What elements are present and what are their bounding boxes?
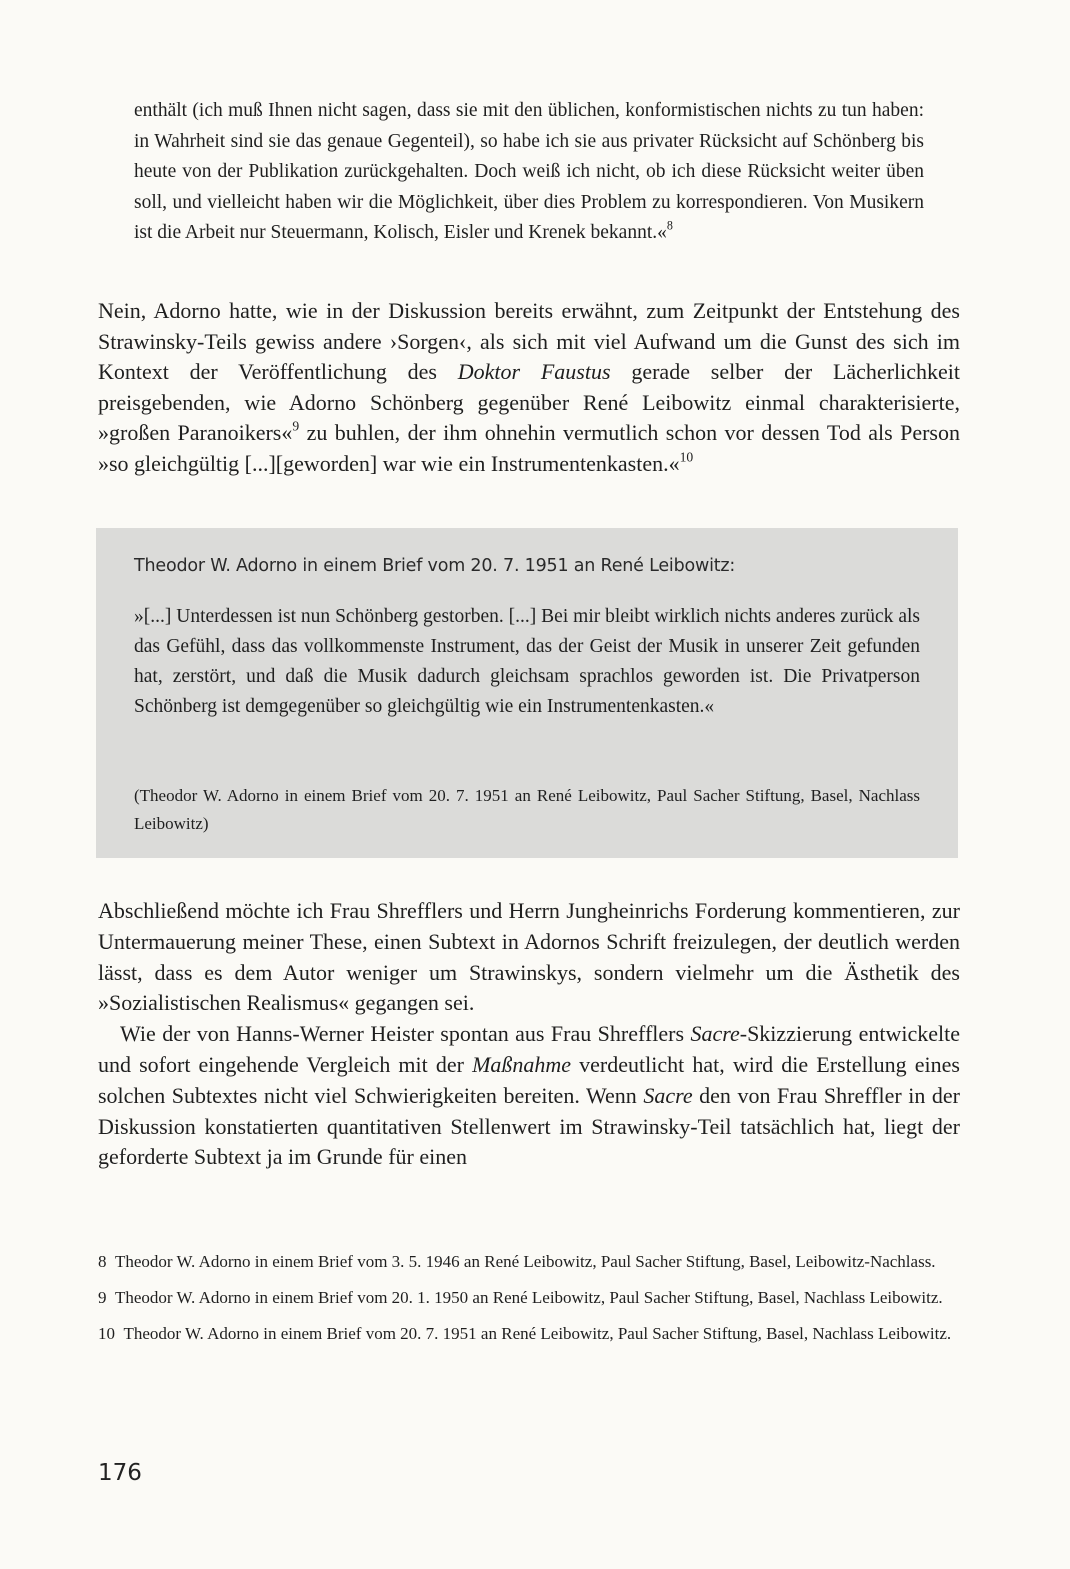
- paragraph-text: Nein, Adorno hatte, wie in der Diskussion bereits erwähnt, zum Zeitpunkt der Entstehung des Strawinsky-Teils gewiss andere ›Sorgen‹, als sich mit viel Aufwand um die Gunst des sich im Kontext der Veröffentlichung des: [98, 298, 960, 385]
- footnote-text: Theodor W. Adorno in einem Brief vom 20. 7. 1951 an René Leibowitz, Paul Sacher Stiftung, Basel, Nachlass Leibowitz.: [123, 1324, 952, 1343]
- footnote-ref-9[interactable]: 9: [292, 418, 300, 434]
- paragraph-text: -Skizzierung entwickelte und sofort eingehende Vergleich mit der: [98, 1021, 960, 1077]
- quote-paragraph: [134, 96, 924, 249]
- footnotes: [98, 1248, 960, 1356]
- paragraph: [98, 296, 960, 480]
- footnote-10: [98, 1320, 960, 1347]
- page-number: 176: [98, 1460, 142, 1486]
- footnote-text: Theodor W. Adorno in einem Brief vom 20. 1. 1950 an René Leibowitz, Paul Sacher Stiftung, Basel, Nachlass Leibowitz.: [115, 1288, 943, 1307]
- footnote-number: 9: [98, 1288, 107, 1307]
- paragraph: [98, 1019, 960, 1173]
- footnote-text: Theodor W. Adorno in einem Brief vom 3. 5. 1946 an René Leibowitz, Paul Sacher Stiftung, Basel, Leibowitz-Nachlass.: [115, 1252, 936, 1271]
- footnote-8: [98, 1248, 960, 1275]
- body-section-2: [98, 896, 960, 1173]
- work-title-sacre: Sacre: [690, 1021, 740, 1047]
- quote-box-text: »[...] Unterdessen ist nun Schönberg gestorben. [...] Bei mir bleibt wirklich nichts anderes zurück als das Gefühl, dass das vollkommenste Instrument, das der Geist der Musik in unserer Zeit gefunden hat, zerstört, und daß die Musik dadurch gleichsam sprachlos geworden ist. Die Privatperson Schönberg ist demgegenüber so gleichgültig wie ein Instrumentenkasten.«: [134, 606, 920, 717]
- paragraph-text: zu buhlen, der ihm ohnehin vermutlich schon vor dessen Tod als Person »so gleichgültig [...][geworden] war wie ein Instrumentenkasten.«: [98, 420, 960, 476]
- quote-box-quote: [134, 602, 920, 722]
- paragraph-text: Wie der von Hanns-Werner Heister spontan aus Frau Shrefflers: [120, 1021, 691, 1047]
- footnote-number: 8: [98, 1252, 107, 1271]
- paragraph-text: den von Frau Shreffler in der Diskussion konstatierten quantitativen Stellenwert im Strawinsky-Teil tatsächlich hat, liegt der geforderte Subtext ja im Grunde für einen: [98, 1082, 961, 1170]
- work-title-sacre: Sacre: [643, 1082, 693, 1108]
- footnote-ref-10[interactable]: 10: [679, 449, 694, 465]
- paragraph: Abschließend möchte ich Frau Shrefflers und Herrn Jungheinrichs Forderung kommentieren, zur Untermauerung meiner These, einen Subtext in Adornos Schrift freizulegen, der deutlich werden lässt, dass es dem Autor weniger um Strawinskys, sondern vielmehr um die Ästhetik des »Sozialistischen Realismus« gegangen sei.: [98, 898, 960, 1016]
- work-title-massnahme: Maßnahme: [472, 1051, 572, 1077]
- paragraph-text: gerade selber der Lächerlichkeit preisgebenden, wie Adorno Schönberg gegenüber René Leibowitz einmal charakterisierte, »großen Paranoikers«: [98, 359, 961, 446]
- quote-box-source-text: (Theodor W. Adorno in einem Brief vom 20. 7. 1951 an René Leibowitz, Paul Sacher Stiftung, Basel, Nachlass Leibowitz): [134, 786, 920, 833]
- work-title-doktor-faustus: Doktor Faustus: [457, 359, 611, 385]
- quote-box-header: Theodor W. Adorno in einem Brief vom 20. 7. 1951 an René Leibowitz:: [134, 556, 736, 576]
- quote-box: [96, 528, 958, 858]
- footnote-9: [98, 1284, 960, 1311]
- quote-box-source: [134, 782, 920, 838]
- footnote-number: 10: [98, 1324, 115, 1343]
- body-paragraph-1: [98, 296, 960, 480]
- paragraph-text: verdeutlicht hat, wird die Erstellung eines solchen Subtextes nicht viel Schwierigkeiten bereiten. Wenn: [98, 1051, 960, 1108]
- quote-text: enthält (ich muß Ihnen nicht sagen, dass sie mit den üblichen, konformistischen nichts zu tun haben: in Wahrheit sind sie das genaue Gegenteil), so habe ich sie aus privater Rücksicht auf Schönberg bis heute von der Publikation zurückgehalten. Doch weiß ich nicht, ob ich diese Rücksicht weiter üben soll, und vielleicht haben wir die Möglichkeit, über dies Problem zu korrespondieren. Von Musikern ist die Arbeit nur Steuermann, Kolisch, Eisler und Krenek bekannt.«: [134, 100, 924, 243]
- footnote-ref-8[interactable]: 8: [666, 218, 673, 233]
- block-quote-continuation: [134, 96, 924, 249]
